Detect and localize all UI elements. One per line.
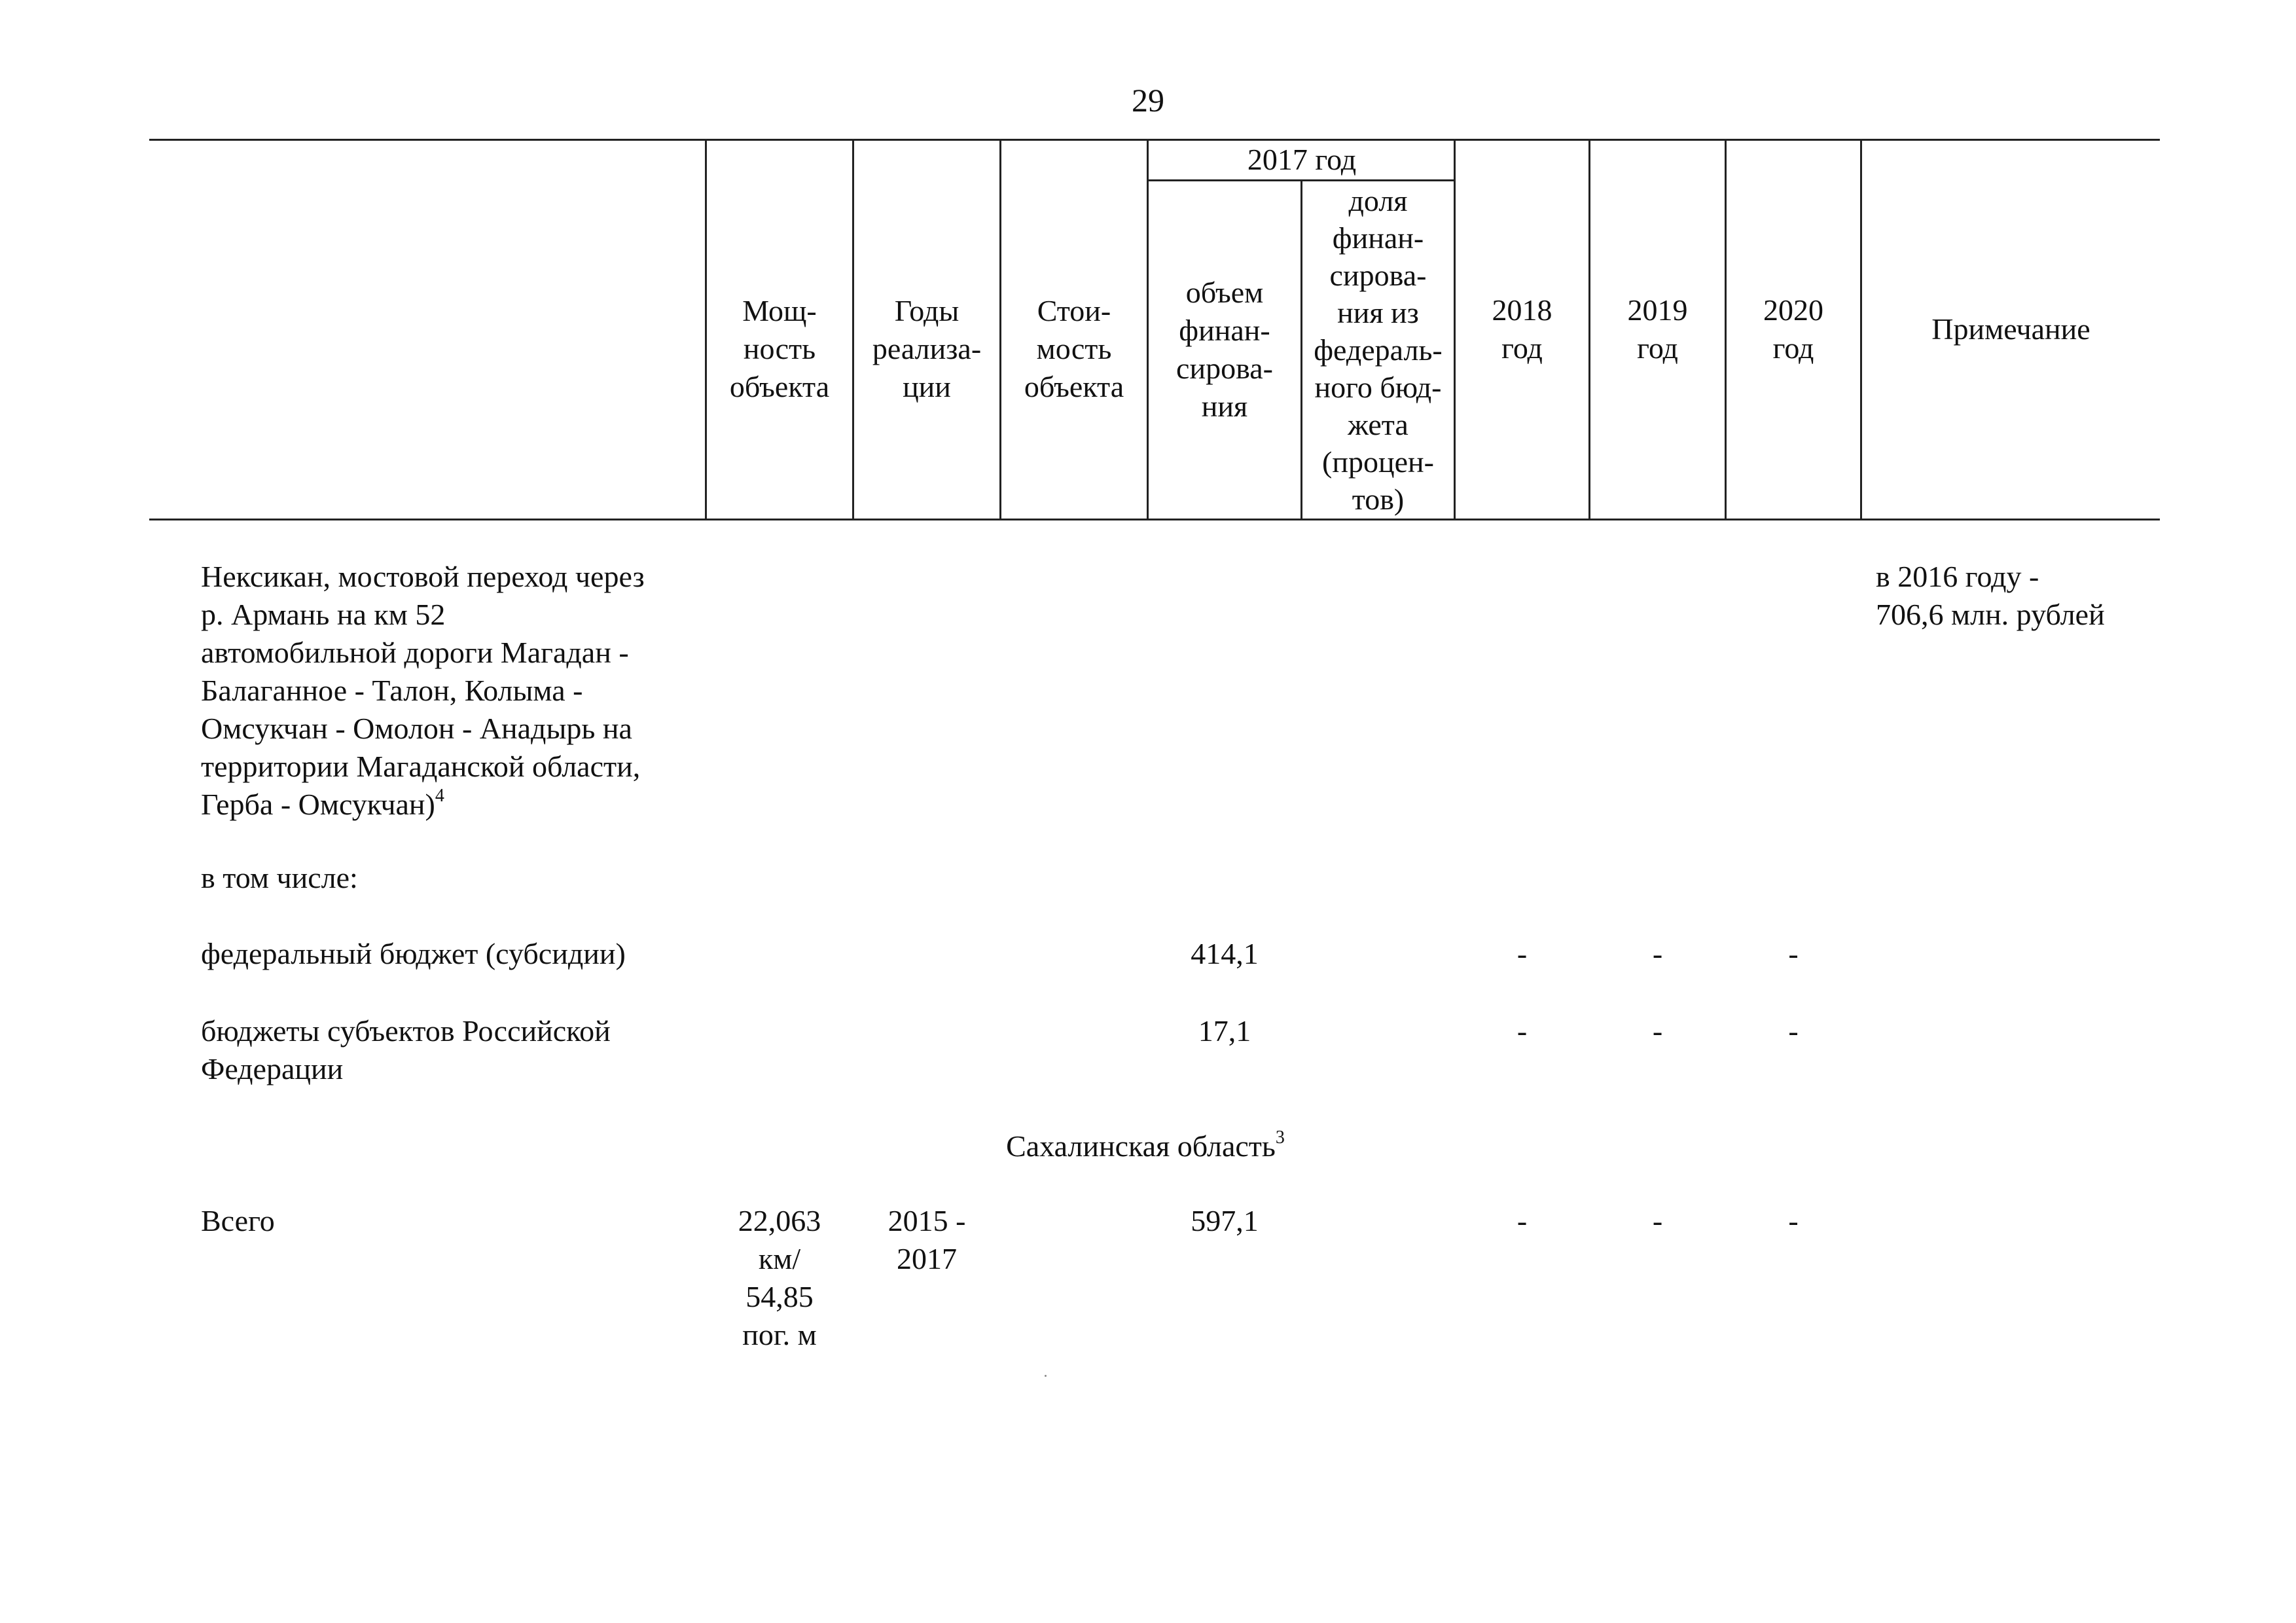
row-federal-budget-funding: 414,1: [1191, 937, 1259, 970]
row-regional-budgets-funding: 17,1: [1198, 1014, 1251, 1048]
total-2020: -: [1788, 1204, 1799, 1237]
including-label: в том числе:: [201, 861, 358, 894]
header-year-2017: 2017 год: [1247, 143, 1357, 176]
header-year-2019: 2019 год: [1627, 293, 1688, 365]
header-years: Годы реализа- ции: [872, 294, 982, 403]
row-federal-budget-2020: -: [1788, 937, 1799, 970]
header-capacity: Мощ- ность объекта: [729, 294, 830, 403]
scan-speck: [1045, 1375, 1047, 1377]
total-years: 2015 - 2017: [888, 1204, 966, 1275]
row-regional-budgets-label: бюджеты субъектов Российской Федерации: [201, 1014, 611, 1085]
header-funding-volume: объем финан- сирова- ния: [1176, 276, 1273, 423]
total-funding: 597,1: [1191, 1204, 1259, 1237]
header-note: Примечание: [1931, 312, 2090, 346]
footnote-marker: 4: [435, 785, 444, 806]
total-capacity: 22,063 км/ 54,85 пог. м: [738, 1204, 821, 1351]
page-number: 29: [1132, 82, 1164, 119]
object-description: Нексикан, мостовой переход через р. Армань на км 52 автомобильной дороги Магадан - Балаганное - Талон, Колыма - Омсукчан - Омолон - Анадырь на территории Магаданской области, Герба - Омсукчан)$^4$: [201, 560, 645, 821]
region-heading: Сахалинская область$^3$: [1006, 1127, 1285, 1163]
header-year-2020: 2020 год: [1763, 293, 1823, 365]
header-federal-share: доля финан- сирова- ния из федераль- ного бюд- жета (процен- тов): [1314, 183, 1443, 516]
header-year-2018: 2018 год: [1492, 293, 1552, 365]
region-footnote-marker: 3: [1275, 1127, 1285, 1148]
row-regional-budgets-2020: -: [1788, 1014, 1799, 1048]
header-bottom-rule: [149, 519, 2160, 520]
row-federal-budget-2018: -: [1516, 937, 1528, 970]
row-regional-budgets-2018: -: [1516, 1014, 1528, 1048]
total-2019: -: [1652, 1204, 1663, 1237]
total-2018: -: [1516, 1204, 1528, 1237]
row-federal-budget-2019: -: [1652, 937, 1663, 970]
object-note: в 2016 году - 706,6 млн. рублей: [1876, 560, 2105, 631]
row-regional-budgets-2019: -: [1652, 1014, 1663, 1048]
row-federal-budget-label: федеральный бюджет (субсидии): [201, 937, 626, 970]
header-cost: Стои- мость объекта: [1024, 294, 1124, 403]
total-label: Всего: [201, 1204, 275, 1237]
